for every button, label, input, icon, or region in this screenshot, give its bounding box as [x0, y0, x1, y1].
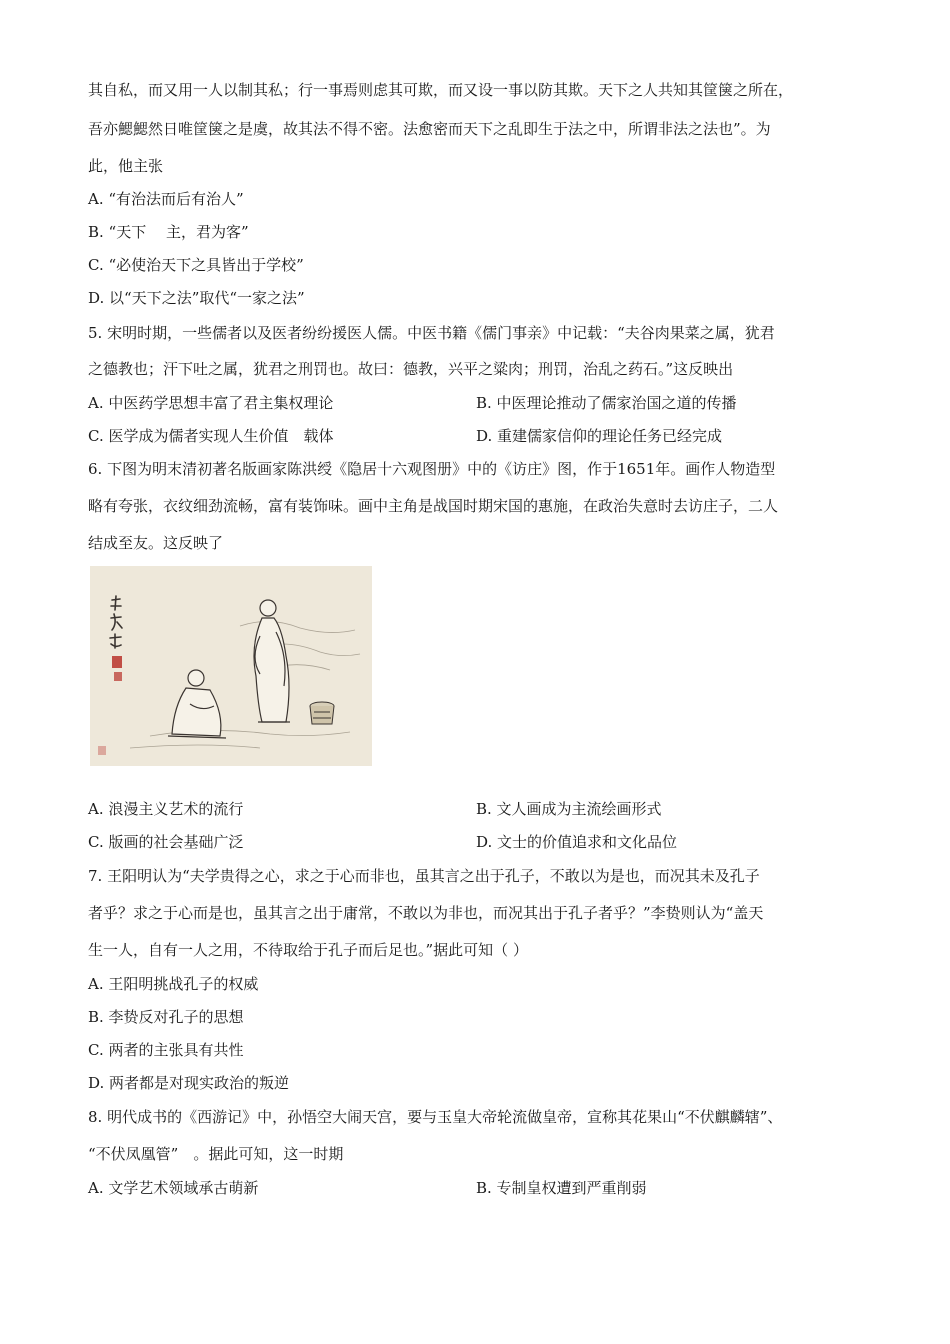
q5-option-b[interactable]: B. 中医理论推动了儒家治国之道的传播 — [476, 394, 737, 412]
q8-stem-line-1: 8. 明代成书的《西游记》中，孙悟空大闹天宫，要与玉皇大帝轮流做皇帝，宣称其花果山“不伏麒麟辖”、 — [88, 1108, 783, 1126]
q8-stem-line-2: “不伏凤凰管” 。据此可知，这一时期 — [88, 1145, 344, 1163]
q7-option-b[interactable]: B. 李贽反对孔子的思想 — [88, 1008, 244, 1026]
q4-option-c[interactable]: C. “必使治天下之具皆出于学校” — [88, 256, 304, 274]
q6-option-b[interactable]: B. 文人画成为主流绘画形式 — [476, 800, 662, 818]
q7-stem-line-2: 者乎？求之于心而是也，虽其言之出于庸常，不敢以为非也，而况其出于孔子者乎？”李贽则认为“盖天 — [88, 904, 764, 922]
q6-stem-line-2: 略有夸张，衣纹细劲流畅，富有装饰味。画中主角是战国时期宋国的惠施，在政治失意时去访庄子，二人 — [88, 497, 779, 515]
q6-option-c[interactable]: C. 版画的社会基础广泛 — [88, 833, 244, 851]
q8-option-b[interactable]: B. 专制皇权遭到严重削弱 — [476, 1179, 647, 1197]
corner-seal — [98, 746, 106, 755]
q4-option-a[interactable]: A. “有治法而后有治人” — [88, 190, 244, 208]
seal-stamp-small — [114, 672, 122, 681]
q4-stem-line-2: 吾亦鰓鰓然日唯筐箧之是虞，故其法不得不密。法愈密而天下之乱即生于法之中，所谓非法之法也”。为 — [88, 120, 771, 138]
q5-option-a[interactable]: A. 中医药学思想丰富了君主集权理论 — [88, 394, 334, 412]
fangzhuang-painting — [90, 566, 372, 766]
q6-stem-line-3: 结成至友。这反映了 — [88, 534, 224, 552]
painting-illustration — [90, 566, 372, 766]
q5-stem-line-1: 5. 宋明时期，一些儒者以及医者纷纷援医人儒。中医书籍《儒门事亲》中记载：“夫谷肉果菜之属，犹君 — [88, 324, 775, 342]
q5-stem-line-2: 之德教也；汗下吐之属，犹君之刑罚也。故曰：德教，兴平之粱肉；刑罚，治乱之药石。”这反映出 — [88, 360, 734, 378]
q7-option-d[interactable]: D. 两者都是对现实政治的叛逆 — [88, 1074, 290, 1092]
q4-stem-line-1: 其自私，而又用一人以制其私；行一事焉则虑其可欺，而又设一事以防其欺。天下之人共知其筐箧之所在， — [88, 81, 794, 99]
q8-option-a[interactable]: A. 文学艺术领域承古萌新 — [88, 1179, 259, 1197]
q4-stem-line-3: 此，他主张 — [88, 157, 164, 175]
q7-option-c[interactable]: C. 两者的主张具有共性 — [88, 1041, 244, 1059]
q4-option-d[interactable]: D. 以“天下之法”取代“一家之法” — [88, 289, 305, 307]
q5-option-d[interactable]: D. 重建儒家信仰的理论任务已经完成 — [476, 427, 723, 445]
q7-stem-line-1: 7. 王阳明认为“夫学贵得之心，求之于心而非也，虽其言之出于孔子，不敢以为是也，而况其未及孔子 — [88, 867, 760, 885]
seal-stamp — [112, 656, 122, 668]
q7-stem-line-3: 生一人，自有一人之用，不待取给于孔子而后足也。”据此可知（ ） — [88, 941, 528, 959]
q4-option-b[interactable]: B. “天下 主，君为客” — [88, 223, 249, 241]
q6-stem-line-1: 6. 下图为明末清初著名版画家陈洪绶《隐居十六观图册》中的《访庄》图，作于1651年。画作人物造型 — [88, 460, 776, 478]
q7-option-a[interactable]: A. 王阳明挑战孔子的权威 — [88, 975, 259, 993]
q6-option-d[interactable]: D. 文士的价值追求和文化品位 — [476, 833, 678, 851]
basket — [310, 702, 334, 724]
q6-option-a[interactable]: A. 浪漫主义艺术的流行 — [88, 800, 244, 818]
q5-option-c[interactable]: C. 医学成为儒者实现人生价值 载体 — [88, 427, 334, 445]
